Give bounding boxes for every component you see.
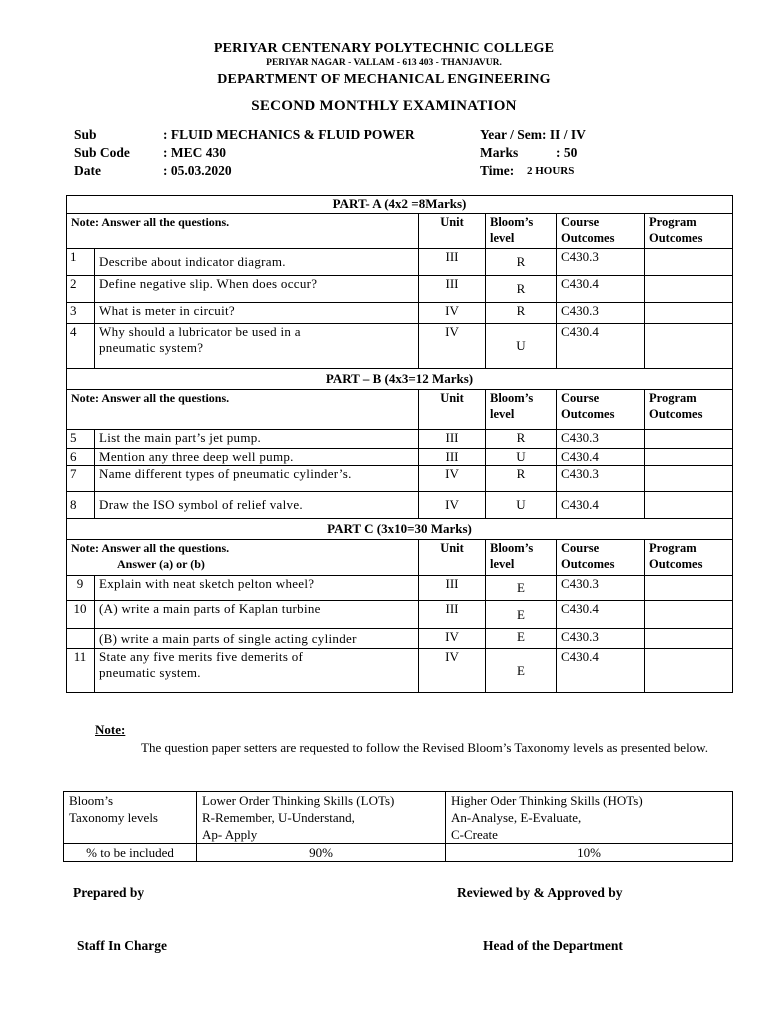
question-po bbox=[645, 449, 733, 466]
question-unit: IV bbox=[419, 466, 486, 492]
course-outcomes-header: Course Outcomes bbox=[557, 390, 645, 430]
question-number: 7 bbox=[67, 466, 95, 492]
question-text: State any five merits five demerits of pneumatic system. bbox=[95, 649, 419, 693]
question-number: 6 bbox=[67, 449, 95, 466]
question-bloom: E bbox=[486, 576, 557, 601]
date-value: : 05.03.2020 bbox=[163, 163, 232, 178]
staff-in-charge: Staff In Charge bbox=[77, 938, 167, 953]
question-table bbox=[66, 195, 733, 693]
question-text: (A) write a main parts of Kaplan turbine bbox=[95, 601, 419, 629]
question-co: C430.3 bbox=[557, 576, 645, 601]
note-text: The question paper setters are requested to follow the Revised Bloom’s Taxonomy levels as presented below. bbox=[141, 740, 708, 755]
exam-title: SECOND MONTHLY EXAMINATION bbox=[251, 98, 517, 114]
part-b-header-row bbox=[67, 390, 733, 430]
table-row bbox=[67, 601, 733, 629]
table-row bbox=[67, 430, 733, 449]
college-address: PERIYAR NAGAR - VALLAM - 613 403 - THANJAVUR. bbox=[266, 58, 502, 68]
blooms-header: Bloom’s level bbox=[486, 214, 557, 249]
question-number: 4 bbox=[67, 324, 95, 369]
question-co: C430.4 bbox=[557, 276, 645, 303]
question-bloom: R bbox=[486, 466, 557, 492]
question-text: Explain with neat sketch pelton wheel? bbox=[95, 576, 419, 601]
part-c-title: PART C (3x10=30 Marks) bbox=[67, 519, 733, 540]
part-c-note: Note: Answer all the questions. Answer (a) or (b) bbox=[67, 540, 419, 576]
bloom-taxonomy-table bbox=[63, 791, 733, 862]
question-unit: III bbox=[419, 249, 486, 276]
blooms-header: Bloom’s level bbox=[486, 390, 557, 430]
question-unit: III bbox=[419, 430, 486, 449]
question-po bbox=[645, 276, 733, 303]
part-a-header-row bbox=[67, 214, 733, 249]
course-outcomes-header: Course Outcomes bbox=[557, 214, 645, 249]
part-b-title: PART – B (4x3=12 Marks) bbox=[67, 369, 733, 390]
question-number: 10 bbox=[67, 601, 95, 629]
lots-percent: 90% bbox=[197, 844, 446, 862]
subject-code-label: Sub Code bbox=[74, 145, 130, 160]
question-co: C430.4 bbox=[557, 449, 645, 466]
question-bloom: R bbox=[486, 276, 557, 303]
prepared-by: Prepared by bbox=[73, 885, 145, 900]
time-label: Time: bbox=[480, 163, 515, 178]
bloom-table-row bbox=[64, 792, 733, 810]
percent-label: % to be included bbox=[64, 844, 197, 862]
part-a-title-row bbox=[67, 196, 733, 214]
question-bloom: R bbox=[486, 303, 557, 324]
question-number: 2 bbox=[67, 276, 95, 303]
question-co: C430.4 bbox=[557, 601, 645, 629]
question-number: 1 bbox=[67, 249, 95, 276]
question-co: C430.3 bbox=[557, 249, 645, 276]
part-b-title-row bbox=[67, 369, 733, 390]
subject-value: : FLUID MECHANICS & FLUID POWER bbox=[163, 127, 415, 142]
question-po bbox=[645, 576, 733, 601]
question-number: 5 bbox=[67, 430, 95, 449]
question-co: C430.3 bbox=[557, 430, 645, 449]
hots-percent: 10% bbox=[446, 844, 733, 862]
table-row bbox=[67, 629, 733, 649]
question-co: C430.4 bbox=[557, 492, 645, 519]
bloom-taxonomy-label: Bloom’s Taxonomy levels bbox=[64, 792, 197, 844]
question-number: 3 bbox=[67, 303, 95, 324]
table-row bbox=[67, 649, 733, 693]
subject-label: Sub bbox=[74, 127, 97, 142]
lots-levels: R-Remember, U-Understand, Ap- Apply bbox=[197, 809, 446, 844]
question-bloom: E bbox=[486, 649, 557, 693]
hots-levels: An-Analyse, E-Evaluate, C-Create bbox=[446, 809, 733, 844]
question-bloom: E bbox=[486, 629, 557, 649]
question-text: Define negative slip. When does occur? bbox=[95, 276, 419, 303]
table-row bbox=[67, 276, 733, 303]
question-bloom: E bbox=[486, 601, 557, 629]
question-po bbox=[645, 324, 733, 369]
time-value: 2 HOURS bbox=[527, 165, 575, 177]
program-outcomes-header: Program Outcomes bbox=[645, 214, 733, 249]
question-text: Why should a lubricator be used in a pneumatic system? bbox=[95, 324, 419, 369]
part-b-note: Note: Answer all the questions. bbox=[67, 390, 419, 430]
course-outcomes-header: Course Outcomes bbox=[557, 540, 645, 576]
question-unit: IV bbox=[419, 629, 486, 649]
question-unit: IV bbox=[419, 324, 486, 369]
question-unit: IV bbox=[419, 303, 486, 324]
question-bloom: U bbox=[486, 449, 557, 466]
question-po bbox=[645, 249, 733, 276]
question-po bbox=[645, 466, 733, 492]
table-row bbox=[67, 449, 733, 466]
part-c-title-row bbox=[67, 519, 733, 540]
question-number: 8 bbox=[67, 492, 95, 519]
question-po bbox=[645, 649, 733, 693]
question-co: C430.4 bbox=[557, 324, 645, 369]
question-bloom: R bbox=[486, 430, 557, 449]
program-outcomes-header: Program Outcomes bbox=[645, 390, 733, 430]
table-row bbox=[67, 576, 733, 601]
hots-header: Higher Oder Thinking Skills (HOTs) bbox=[446, 792, 733, 810]
question-text: What is meter in circuit? bbox=[95, 303, 419, 324]
question-bloom: U bbox=[486, 324, 557, 369]
part-a-note: Note: Answer all the questions. bbox=[67, 214, 419, 249]
unit-header: Unit bbox=[419, 390, 486, 430]
question-bloom: U bbox=[486, 492, 557, 519]
question-unit: IV bbox=[419, 649, 486, 693]
marks-value: : 50 bbox=[556, 145, 578, 160]
question-po bbox=[645, 303, 733, 324]
marks-label: Marks bbox=[480, 145, 519, 160]
question-text: Mention any three deep well pump. bbox=[95, 449, 419, 466]
question-unit: III bbox=[419, 449, 486, 466]
question-co: C430.3 bbox=[557, 303, 645, 324]
head-of-department: Head of the Department bbox=[483, 938, 623, 953]
table-row bbox=[67, 303, 733, 324]
part-a-title: PART- A (4x2 =8Marks) bbox=[67, 196, 733, 214]
college-name: PERIYAR CENTENARY POLYTECHNIC COLLEGE bbox=[213, 41, 555, 56]
question-text: Name different types of pneumatic cylinder’s. bbox=[95, 466, 419, 492]
question-text: List the main part’s jet pump. bbox=[95, 430, 419, 449]
year-sem: Year / Sem: II / IV bbox=[480, 127, 586, 142]
reviewed-by: Reviewed by & Approved by bbox=[457, 885, 623, 900]
table-row bbox=[67, 466, 733, 492]
question-unit: III bbox=[419, 276, 486, 303]
table-row bbox=[67, 324, 733, 369]
question-co: C430.3 bbox=[557, 466, 645, 492]
question-number: 9 bbox=[67, 576, 95, 601]
question-text: Describe about indicator diagram. bbox=[95, 249, 419, 276]
blooms-header: Bloom’s level bbox=[486, 540, 557, 576]
lots-header: Lower Order Thinking Skills (LOTs) bbox=[197, 792, 446, 810]
question-text: Draw the ISO symbol of relief valve. bbox=[95, 492, 419, 519]
department-name: DEPARTMENT OF MECHANICAL ENGINEERING bbox=[217, 72, 551, 87]
question-co: C430.3 bbox=[557, 629, 645, 649]
part-c-header-row bbox=[67, 540, 733, 576]
question-co: C430.4 bbox=[557, 649, 645, 693]
unit-header: Unit bbox=[419, 214, 486, 249]
question-unit: III bbox=[419, 601, 486, 629]
subject-code-value: : MEC 430 bbox=[163, 145, 226, 160]
question-number bbox=[67, 629, 95, 649]
question-number: 11 bbox=[67, 649, 95, 693]
note-heading: Note: bbox=[95, 722, 126, 737]
question-unit: III bbox=[419, 576, 486, 601]
bloom-table-row bbox=[64, 844, 733, 862]
question-po bbox=[645, 492, 733, 519]
table-row bbox=[67, 249, 733, 276]
question-po bbox=[645, 601, 733, 629]
question-po bbox=[645, 430, 733, 449]
question-text: (B) write a main parts of single acting cylinder bbox=[95, 629, 419, 649]
unit-header: Unit bbox=[419, 540, 486, 576]
question-unit: IV bbox=[419, 492, 486, 519]
question-bloom: R bbox=[486, 249, 557, 276]
date-label: Date bbox=[74, 163, 101, 178]
question-po bbox=[645, 629, 733, 649]
program-outcomes-header: Program Outcomes bbox=[645, 540, 733, 576]
table-row bbox=[67, 492, 733, 519]
